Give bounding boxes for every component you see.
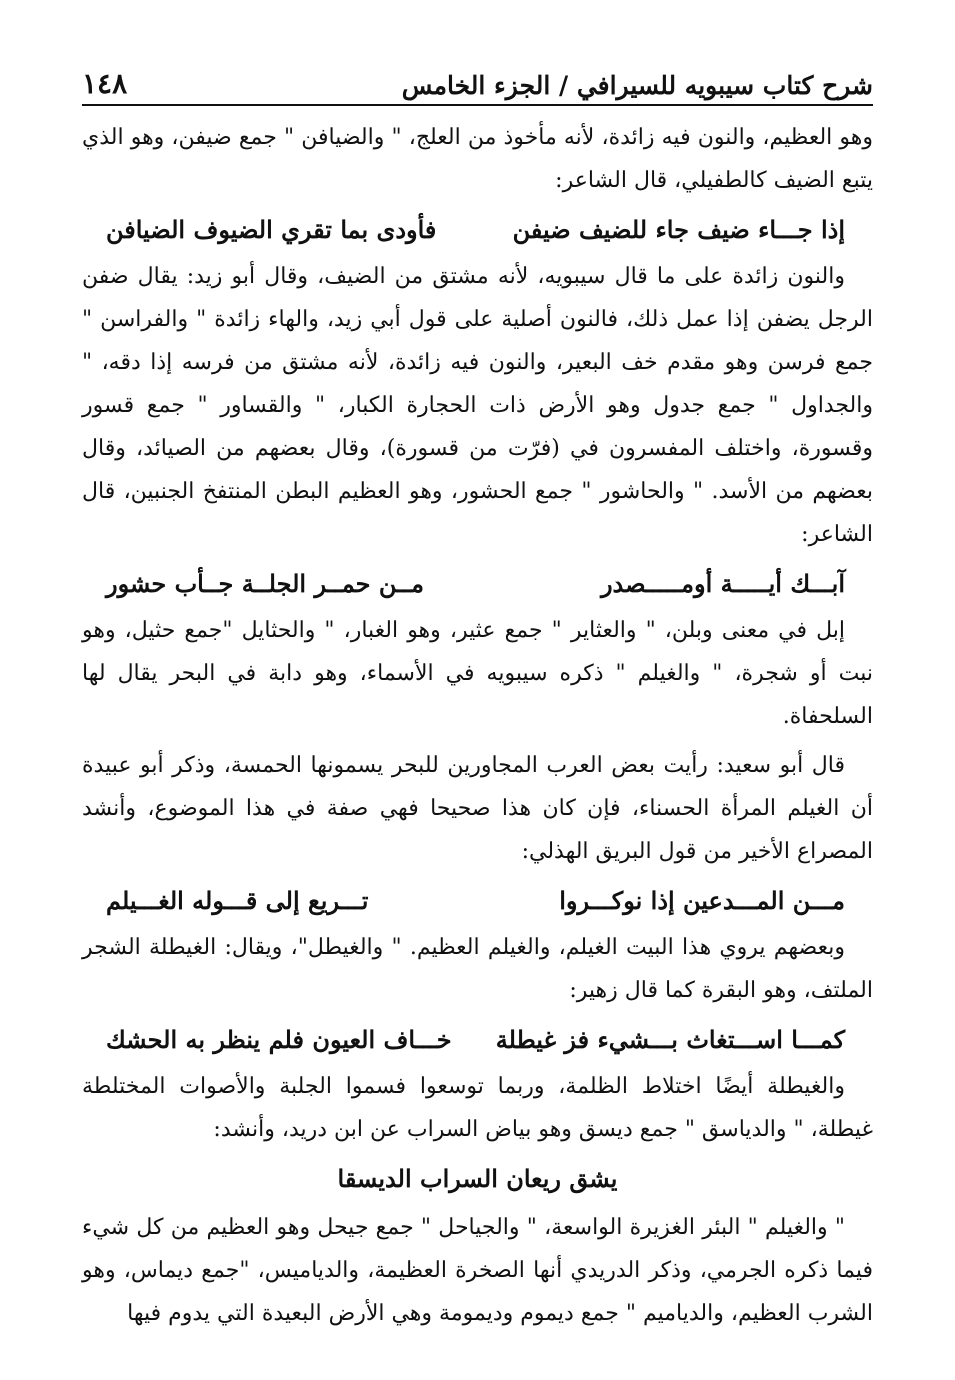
verse-first-hemistich: إذا جـــاء ضيف جاء للضيف ضيفن: [512, 215, 845, 244]
page-header: [82, 54, 873, 106]
page-number: ١٤٨: [82, 67, 128, 100]
poetry-verse: [82, 879, 873, 922]
paragraph: وبعضهم يروي هذا البيت الغيلم، والغيلم العظيم. " والغيطل"، ويقال: الغيطلة الشجر الملتف، وهو البقرة كما قال زهير:: [82, 935, 873, 1003]
poetry-verse: [82, 562, 873, 605]
verse-second-hemistich: مــن حمــر الجلــة جــأب حشور: [106, 569, 425, 598]
paragraph: " والغيلم " البئر الغزيرة الواسعة، " والجياحل " جمع جيحل وهو العظيم من كل شيء فيما ذكره الجرمي، وذكر الدريدي أنها الصخرة العظيمة، والدياميس، "جمع ديماس، وهو الشرب العظيم، والدياميم " جمع ديموم وديمومة وهي الأرض البعيدة التي يدوم فيها: [82, 1215, 873, 1326]
page-body: [82, 116, 873, 1360]
verse-first-hemistich: كمـــا اســـتغاث بـــشيء فز غيطلة: [495, 1025, 845, 1054]
verse-second-hemistich: فأودى بما تقري الضيوف الضيافن: [106, 215, 437, 244]
poetry-verse: [82, 208, 873, 251]
verse-first-hemistich: مـــن المـــدعين إذا نوكـــروا: [559, 886, 845, 915]
poetry-verse: [82, 1018, 873, 1061]
paragraph: والنون زائدة على ما قال سيبويه، لأنه مشتق من الضيف، وقال أبو زيد: يقال ضفن الرجل يضفن إذا عمل ذلك، فالنون أصلية على قول أبي زيد، والهاء زائدة " والفراسن " جمع فرسن وهو مقدم خف البعير، والنون فيه زائدة، لأنه مشتق من فرسه إذا دقه، " والجداول " جمع جدول وهو الأرض ذات الحجارة الكبار، " والقساور " جمع قسور وقسورة، واختلف المفسرون في (فرّت من قسورة)، وقال بعضهم من الصيائد، وقال بعضهم من الأسد. " والحاشور " جمع الحشور، وهو العظيم البطن المنتفخ الجنبين، قال الشاعر:: [82, 264, 873, 547]
verse-first-hemistich: آبـــك أيـــــة أومـــــصدر: [600, 569, 845, 598]
paragraph: إبل في معنى وبلن، " والعثاير " جمع عثير، وهو الغبار، " والحثايل "جمع حثيل، وهو نبت أو شجرة، " والغيلم " ذكره سيبويه في الأسماء، وهو دابة في البحر يقال لها السلحفاة.: [82, 618, 873, 729]
poetry-single-line: يشق ريعان السراب الديسقا: [337, 1164, 618, 1193]
paragraph: وهو العظيم، والنون فيه زائدة، لأنه مأخوذ من العلج، " والضيافن " جمع ضيفن، وهو الذي يتبع الضيف كالطفيلي، قال الشاعر:: [82, 125, 873, 193]
paragraph: والغيطلة أيضًا اختلاط الظلمة، وربما توسعوا فسموا الجلبة والأصوات المختلطة غيطلة، " والدياسق " جمع ديسق وهو بياض السراب عن ابن دريد، وأنشد:: [82, 1074, 873, 1142]
verse-second-hemistich: تـــريع إلى قـــوله الغـــيلم: [106, 886, 369, 915]
running-title: شرح كتاب سيبويه للسيرافي / الجزء الخامس: [401, 71, 873, 100]
verse-second-hemistich: خـــاف العيون فلم ينظر به الحشك: [106, 1025, 452, 1054]
paragraph: قال أبو سعيد: رأيت بعض العرب المجاورين للبحر يسمونها الحمسة، وذكر أبو عبيدة أن الغيلم المرأة الحسناء، فإن كان هذا صحيحا فهي صفة في هذا الموضوع، وأنشد المصراع الأخير من قول البريق الهذلي:: [82, 753, 873, 864]
